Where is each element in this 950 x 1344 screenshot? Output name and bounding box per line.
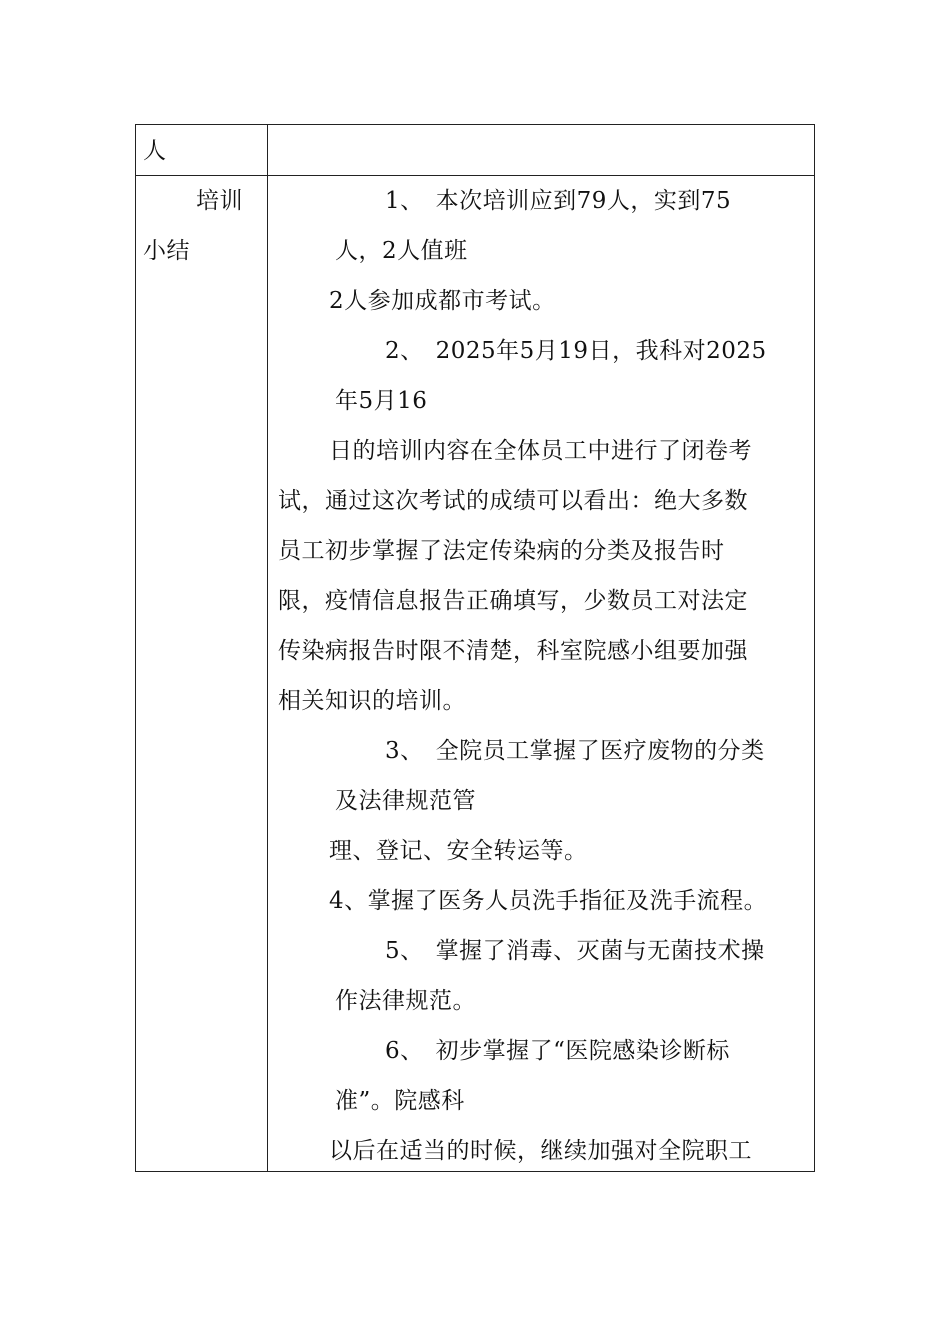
summary-label-line2: 小结 [143, 238, 190, 264]
summary-line: 4、掌握了医务人员洗手指征及洗手流程。 [329, 888, 768, 914]
summary-line: 2人参加成都市考试。 [329, 288, 556, 314]
summary-line: 日的培训内容在全体员工中进行了闭卷考 [329, 438, 752, 464]
summary-line: 传染病报告时限不清楚，科室院感小组要加强 [278, 638, 748, 664]
summary-line: 3、 全院员工掌握了医疗废物的分类 [385, 738, 765, 764]
summary-line: 年5月16 [335, 388, 428, 414]
row-divider [136, 175, 814, 176]
summary-line: 试，通过这次考试的成绩可以看出：绝大多数 [278, 488, 748, 514]
summary-line: 员工初步掌握了法定传染病的分类及报告时 [278, 538, 725, 564]
summary-line: 人，2人值班 [335, 238, 468, 264]
summary-line: 限，疫情信息报告正确填写，少数员工对法定 [278, 588, 748, 614]
summary-line: 理、登记、安全转运等。 [329, 838, 588, 864]
summary-line: 6、 初步掌握了“医院感染诊断标 [385, 1038, 730, 1064]
summary-line: 及法律规范管 [335, 788, 476, 814]
column-divider [267, 125, 268, 1171]
summary-line: 准”。院感科 [335, 1088, 465, 1114]
summary-label-line1: 培训 [196, 188, 243, 214]
summary-line: 相关知识的培训。 [278, 688, 466, 714]
summary-line: 2、 2025年5月19日，我科对2025 [385, 338, 767, 364]
summary-line: 1、 本次培训应到79人，实到75 [385, 188, 732, 214]
summary-line: 作法律规范。 [335, 988, 476, 1014]
summary-line: 以后在适当的时候，继续加强对全院职工 [329, 1138, 752, 1164]
summary-line: 5、 掌握了消毒、灭菌与无菌技术操 [385, 938, 765, 964]
row1-label: 人 [143, 138, 167, 164]
